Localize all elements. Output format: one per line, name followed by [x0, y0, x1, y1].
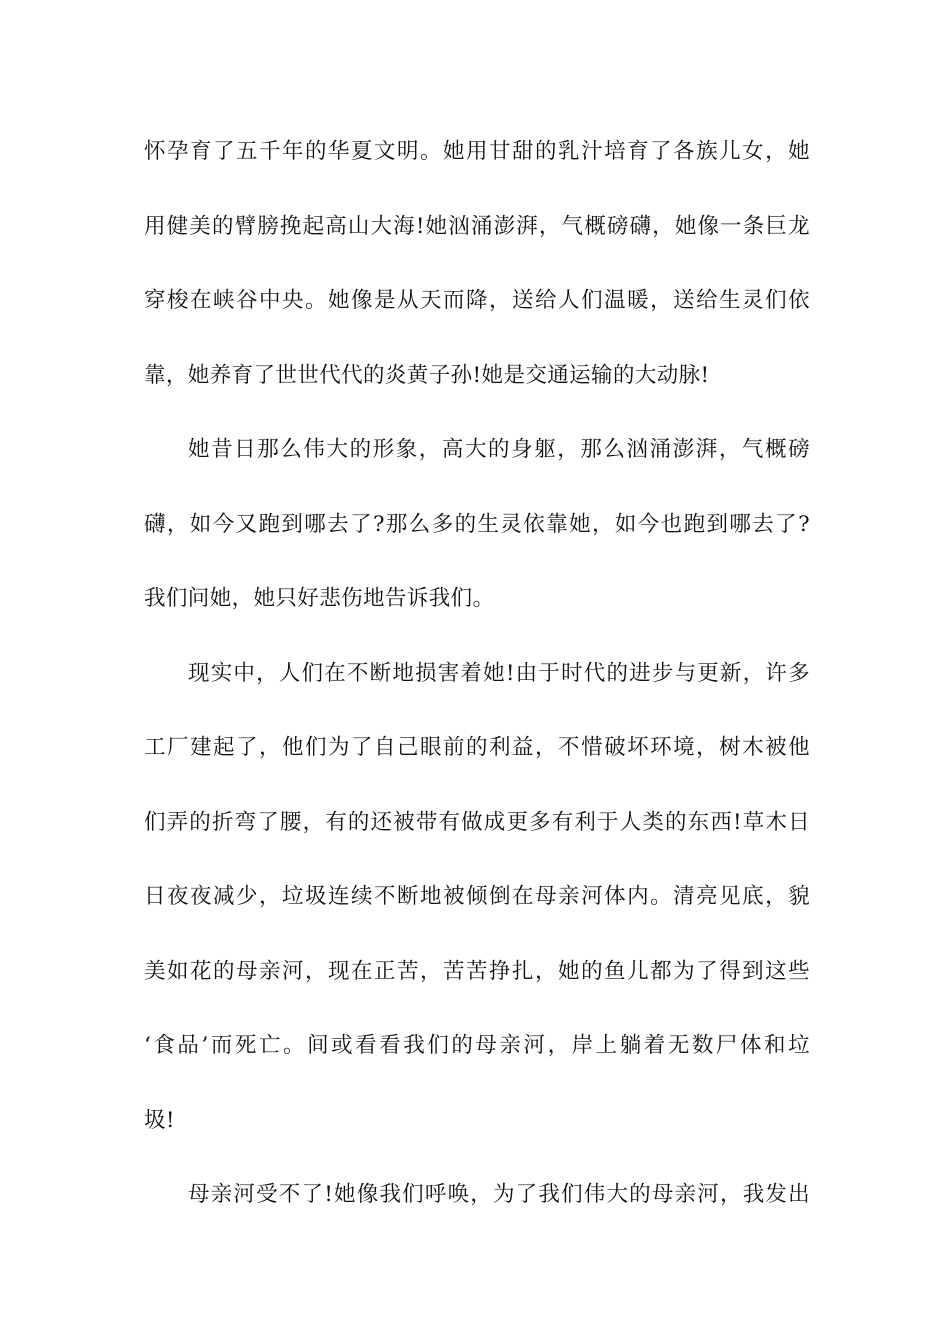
paragraph-line: 我们问她，她只好悲伤地告诉我们。: [144, 586, 495, 611]
paragraph-line: 靠，她养育了世世代代的炎黄子孙!她是交通运输的大动脉!: [144, 362, 710, 388]
paragraph-line: 母亲河受不了!她像我们呼唤，为了我们伟大的母亲河，我发出: [188, 1182, 810, 1207]
paragraph-line: 现实中，人们在不断地损害着她!由于时代的进步与更新，许多: [188, 660, 810, 686]
paragraph-line: 圾!: [144, 1107, 175, 1133]
essay-text: [144, 128, 810, 1246]
paragraph-line: 工厂建起了，他们为了自己眼前的利益，不惜破坏环境，树木被他: [144, 735, 810, 760]
paragraph-line: 礴，如今又跑到哪去了?那么多的生灵依靠她，如今也跑到哪去了?: [144, 511, 810, 537]
paragraph-line: 日夜夜减少，垃圾连续不断地被倾倒在母亲河体内。清亮见底，貌: [144, 884, 810, 909]
paragraph-line: 美如花的母亲河，现在正苦，苦苦挣扎，她的鱼儿都为了得到这些: [144, 958, 810, 984]
paragraph-line: 怀孕育了五千年的华夏文明。她用甘甜的乳汁培育了各族儿女，她: [144, 139, 810, 164]
paragraph-line: 用健美的臂膀挽起高山大海!她汹涌澎湃，气概磅礴，她像一条巨龙: [144, 213, 810, 239]
paragraph-line: 们弄的折弯了腰，有的还被带有做成更多有利于人类的东西!草木日: [144, 809, 810, 835]
paragraph-line: ‘食品’而死亡。间或看看我们的母亲河，岸上躺着无数尸体和垃: [144, 1033, 810, 1058]
paragraph-line: 穿梭在峡谷中央。她像是从天而降，送给人们温暖，送给生灵们依: [144, 288, 810, 313]
paragraph-line: 她昔日那么伟大的形象，高大的身躯，那么汹涌澎湃，气概磅: [188, 437, 810, 462]
